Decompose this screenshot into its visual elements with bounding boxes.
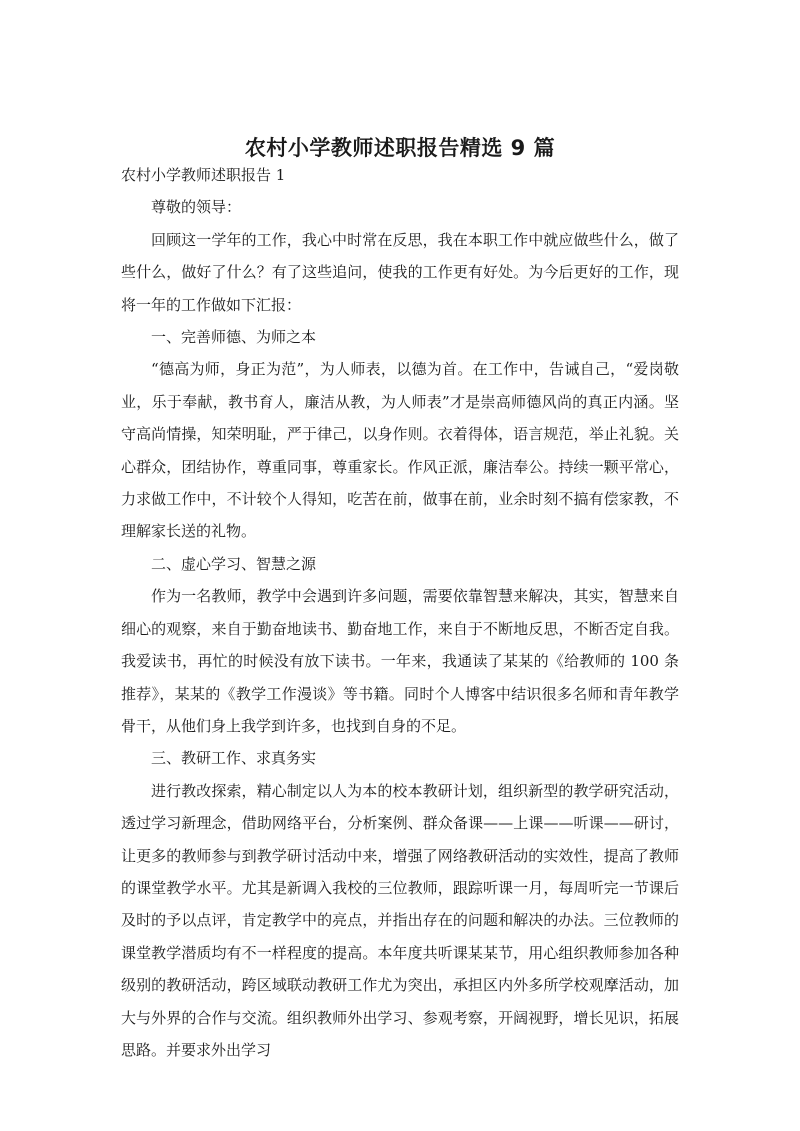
section-heading-3: 三、教研工作、求真务实 <box>151 749 317 768</box>
salutation: 尊敬的领导： <box>151 198 242 217</box>
document-body <box>121 159 679 1066</box>
section-heading-2: 二、虚心学习、智慧之源 <box>151 554 317 573</box>
section-1-paragraph: “德高为师，身正为范”，为人师表，以德为首。在工作中，告诫自己，“爱岗敬业，乐于奉献，教书育人，廉洁从教，为人师表”才是崇高师德风尚的真正内涵。坚守高尚情操，知荣明耻，严于律己，以身作则。衣着得体，语言规范，举止礼貌。关心群众，团结协作，尊重同事，尊重家长。作风正派，廉洁奉公。持续一颗平常心，力求做工作中，不计较个人得知，吃苦在前，做事在前，业余时刻不搞有偿家教，不理解家长送的礼物。 <box>121 360 679 541</box>
section-3-paragraph: 进行教改探索，精心制定以人为本的校本教研计划，组织新型的教学研究活动，透过学习新理念，借助网络平台，分析案例、群众备课——上课——听课——研讨，让更多的教师参与到教学研讨活动中来，增强了网络教研活动的实效性，提高了教师的课堂教学水平。尤其是新调入我校的三位教师，跟踪听课一月，每周听完一节课后及时的予以点评，肯定教学中的亮点，并指出存在的问题和解决的办法。三位教师的课堂教学潜质均有不一样程度的提高。本年度共听课某某节，用心组织教师参加各种级别的教研活动，跨区域联动教研工作尤为突出，承担区内外多所学校观摩活动，加大与外界的合作与交流。组织教师外出学习、参观考察，开阔视野，增长见识，拓展思路。并要求外出学习 <box>121 781 679 1059</box>
document-title: 农村小学教师述职报告精选 9 篇 <box>244 136 556 161</box>
report-subheading: 农村小学教师述职报告 1 <box>121 166 286 184</box>
section-heading-1: 一、完善师德、为师之本 <box>151 328 317 347</box>
section-2-paragraph: 作为一名教师，教学中会遇到许多问题，需要依靠智慧来解决，其实，智慧来自细心的观察，来自于勤奋地读书、勤奋地工作，来自于不断地反思，不断否定自我。我爱读书，再忙的时候没有放下读书。一年来，我通读了某某的《给教师的 100 条推荐》，某某的《教学工作漫谈》等书籍。同时个人博客中结识很多名师和青年教学骨干，从他们身上我学到许多，也找到自身的不足。 <box>121 587 679 735</box>
intro-paragraph: 回顾这一学年的工作，我心中时常在反思，我在本职工作中就应做些什么，做了些什么，做好了什么？有了这些追问，使我的工作更有好处。为今后更好的工作，现将一年的工作做如下汇报： <box>121 230 679 314</box>
